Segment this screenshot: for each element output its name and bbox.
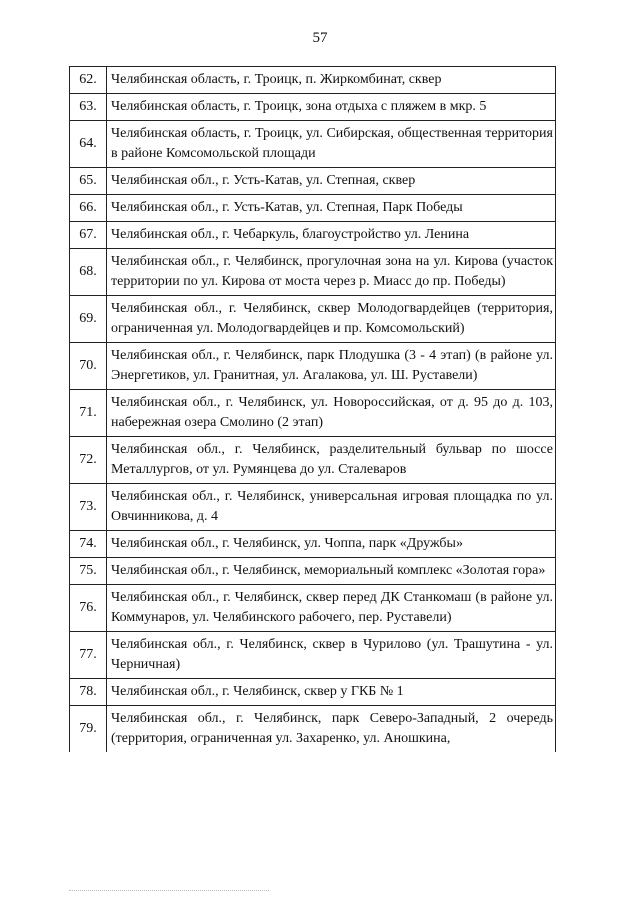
footer-rule — [69, 890, 269, 891]
row-number: 73. — [70, 484, 107, 531]
row-location-text: Челябинская обл., г. Челябинск, сквер Молодогвардейцев (территория, ограниченная ул. Молодогвардейцев и пр. Комсомольский) — [107, 296, 556, 343]
table-row — [70, 249, 556, 296]
row-number: 77. — [70, 632, 107, 679]
row-number: 63. — [70, 94, 107, 121]
row-location-text: Челябинская обл., г. Челябинск, парк Плодушка (3 - 4 этап) (в районе ул. Энергетиков, ул. Гранитная, ул. Агалакова, ул. Ш. Руставели) — [107, 343, 556, 390]
row-location-text: Челябинская обл., г. Челябинск, сквер перед ДК Станкомаш (в районе ул. Коммунаров, ул. Челябинского рабочего, пер. Руставели) — [107, 585, 556, 632]
table-row — [70, 437, 556, 484]
table-row — [70, 585, 556, 632]
row-location-text: Челябинская обл., г. Усть-Катав, ул. Степная, сквер — [107, 168, 556, 195]
row-location-text: Челябинская обл., г. Челябинск, мемориальный комплекс «Золотая гора» — [107, 558, 556, 585]
table-row — [70, 632, 556, 679]
row-location-text: Челябинская обл., г. Чебаркуль, благоустройство ул. Ленина — [107, 222, 556, 249]
table-row — [70, 531, 556, 558]
row-location-text: Челябинская обл., г. Челябинск, разделительный бульвар по шоссе Металлургов, от ул. Румянцева до ул. Сталеваров — [107, 437, 556, 484]
table-row — [70, 222, 556, 249]
row-number: 67. — [70, 222, 107, 249]
row-location-text: Челябинская обл., г. Челябинск, ул. Новороссийская, от д. 95 до д. 103, набережная озера Смолино (2 этап) — [107, 390, 556, 437]
row-number: 65. — [70, 168, 107, 195]
table-row — [70, 679, 556, 706]
table-row — [70, 558, 556, 585]
table-row — [70, 121, 556, 168]
row-location-text: Челябинская обл., г. Челябинск, ул. Чоппа, парк «Дружбы» — [107, 531, 556, 558]
row-number: 74. — [70, 531, 107, 558]
row-location-text: Челябинская область, г. Троицк, зона отдыха с пляжем в мкр. 5 — [107, 94, 556, 121]
table-row — [70, 168, 556, 195]
row-number: 69. — [70, 296, 107, 343]
row-number: 76. — [70, 585, 107, 632]
table-row — [70, 390, 556, 437]
objects-table — [69, 66, 556, 752]
row-location-text: Челябинская обл., г. Усть-Катав, ул. Степная, Парк Победы — [107, 195, 556, 222]
row-number: 64. — [70, 121, 107, 168]
table-row — [70, 343, 556, 390]
table-row — [70, 484, 556, 531]
table-row — [70, 706, 556, 753]
table-row — [70, 67, 556, 94]
row-number: 72. — [70, 437, 107, 484]
row-location-text: Челябинская обл., г. Челябинск, сквер в Чурилово (ул. Трашутина - ул. Черничная) — [107, 632, 556, 679]
row-number: 66. — [70, 195, 107, 222]
row-location-text: Челябинская обл., г. Челябинск, универсальная игровая площадка по ул. Овчинникова, д. 4 — [107, 484, 556, 531]
row-location-text: Челябинская обл., г. Челябинск, парк Северо-Западный, 2 очередь (территория, ограниченная ул. Захаренко, ул. Аношкина, — [107, 706, 556, 753]
objects-table-body — [70, 67, 556, 753]
row-number: 79. — [70, 706, 107, 753]
page-number: 57 — [312, 30, 328, 46]
row-location-text: Челябинская обл., г. Челябинск, прогулочная зона на ул. Кирова (участок территории по ул. Кирова от моста через р. Миасс до пр. Победы) — [107, 249, 556, 296]
row-number: 75. — [70, 558, 107, 585]
row-location-text: Челябинская область, г. Троицк, п. Жиркомбинат, сквер — [107, 67, 556, 94]
row-number: 71. — [70, 390, 107, 437]
table-row — [70, 94, 556, 121]
row-number: 62. — [70, 67, 107, 94]
row-number: 78. — [70, 679, 107, 706]
table-row — [70, 195, 556, 222]
row-number: 68. — [70, 249, 107, 296]
table-row — [70, 296, 556, 343]
row-location-text: Челябинская обл., г. Челябинск, сквер у ГКБ № 1 — [107, 679, 556, 706]
row-location-text: Челябинская область, г. Троицк, ул. Сибирская, общественная территория в районе Комсомольской площади — [107, 121, 556, 168]
row-number: 70. — [70, 343, 107, 390]
